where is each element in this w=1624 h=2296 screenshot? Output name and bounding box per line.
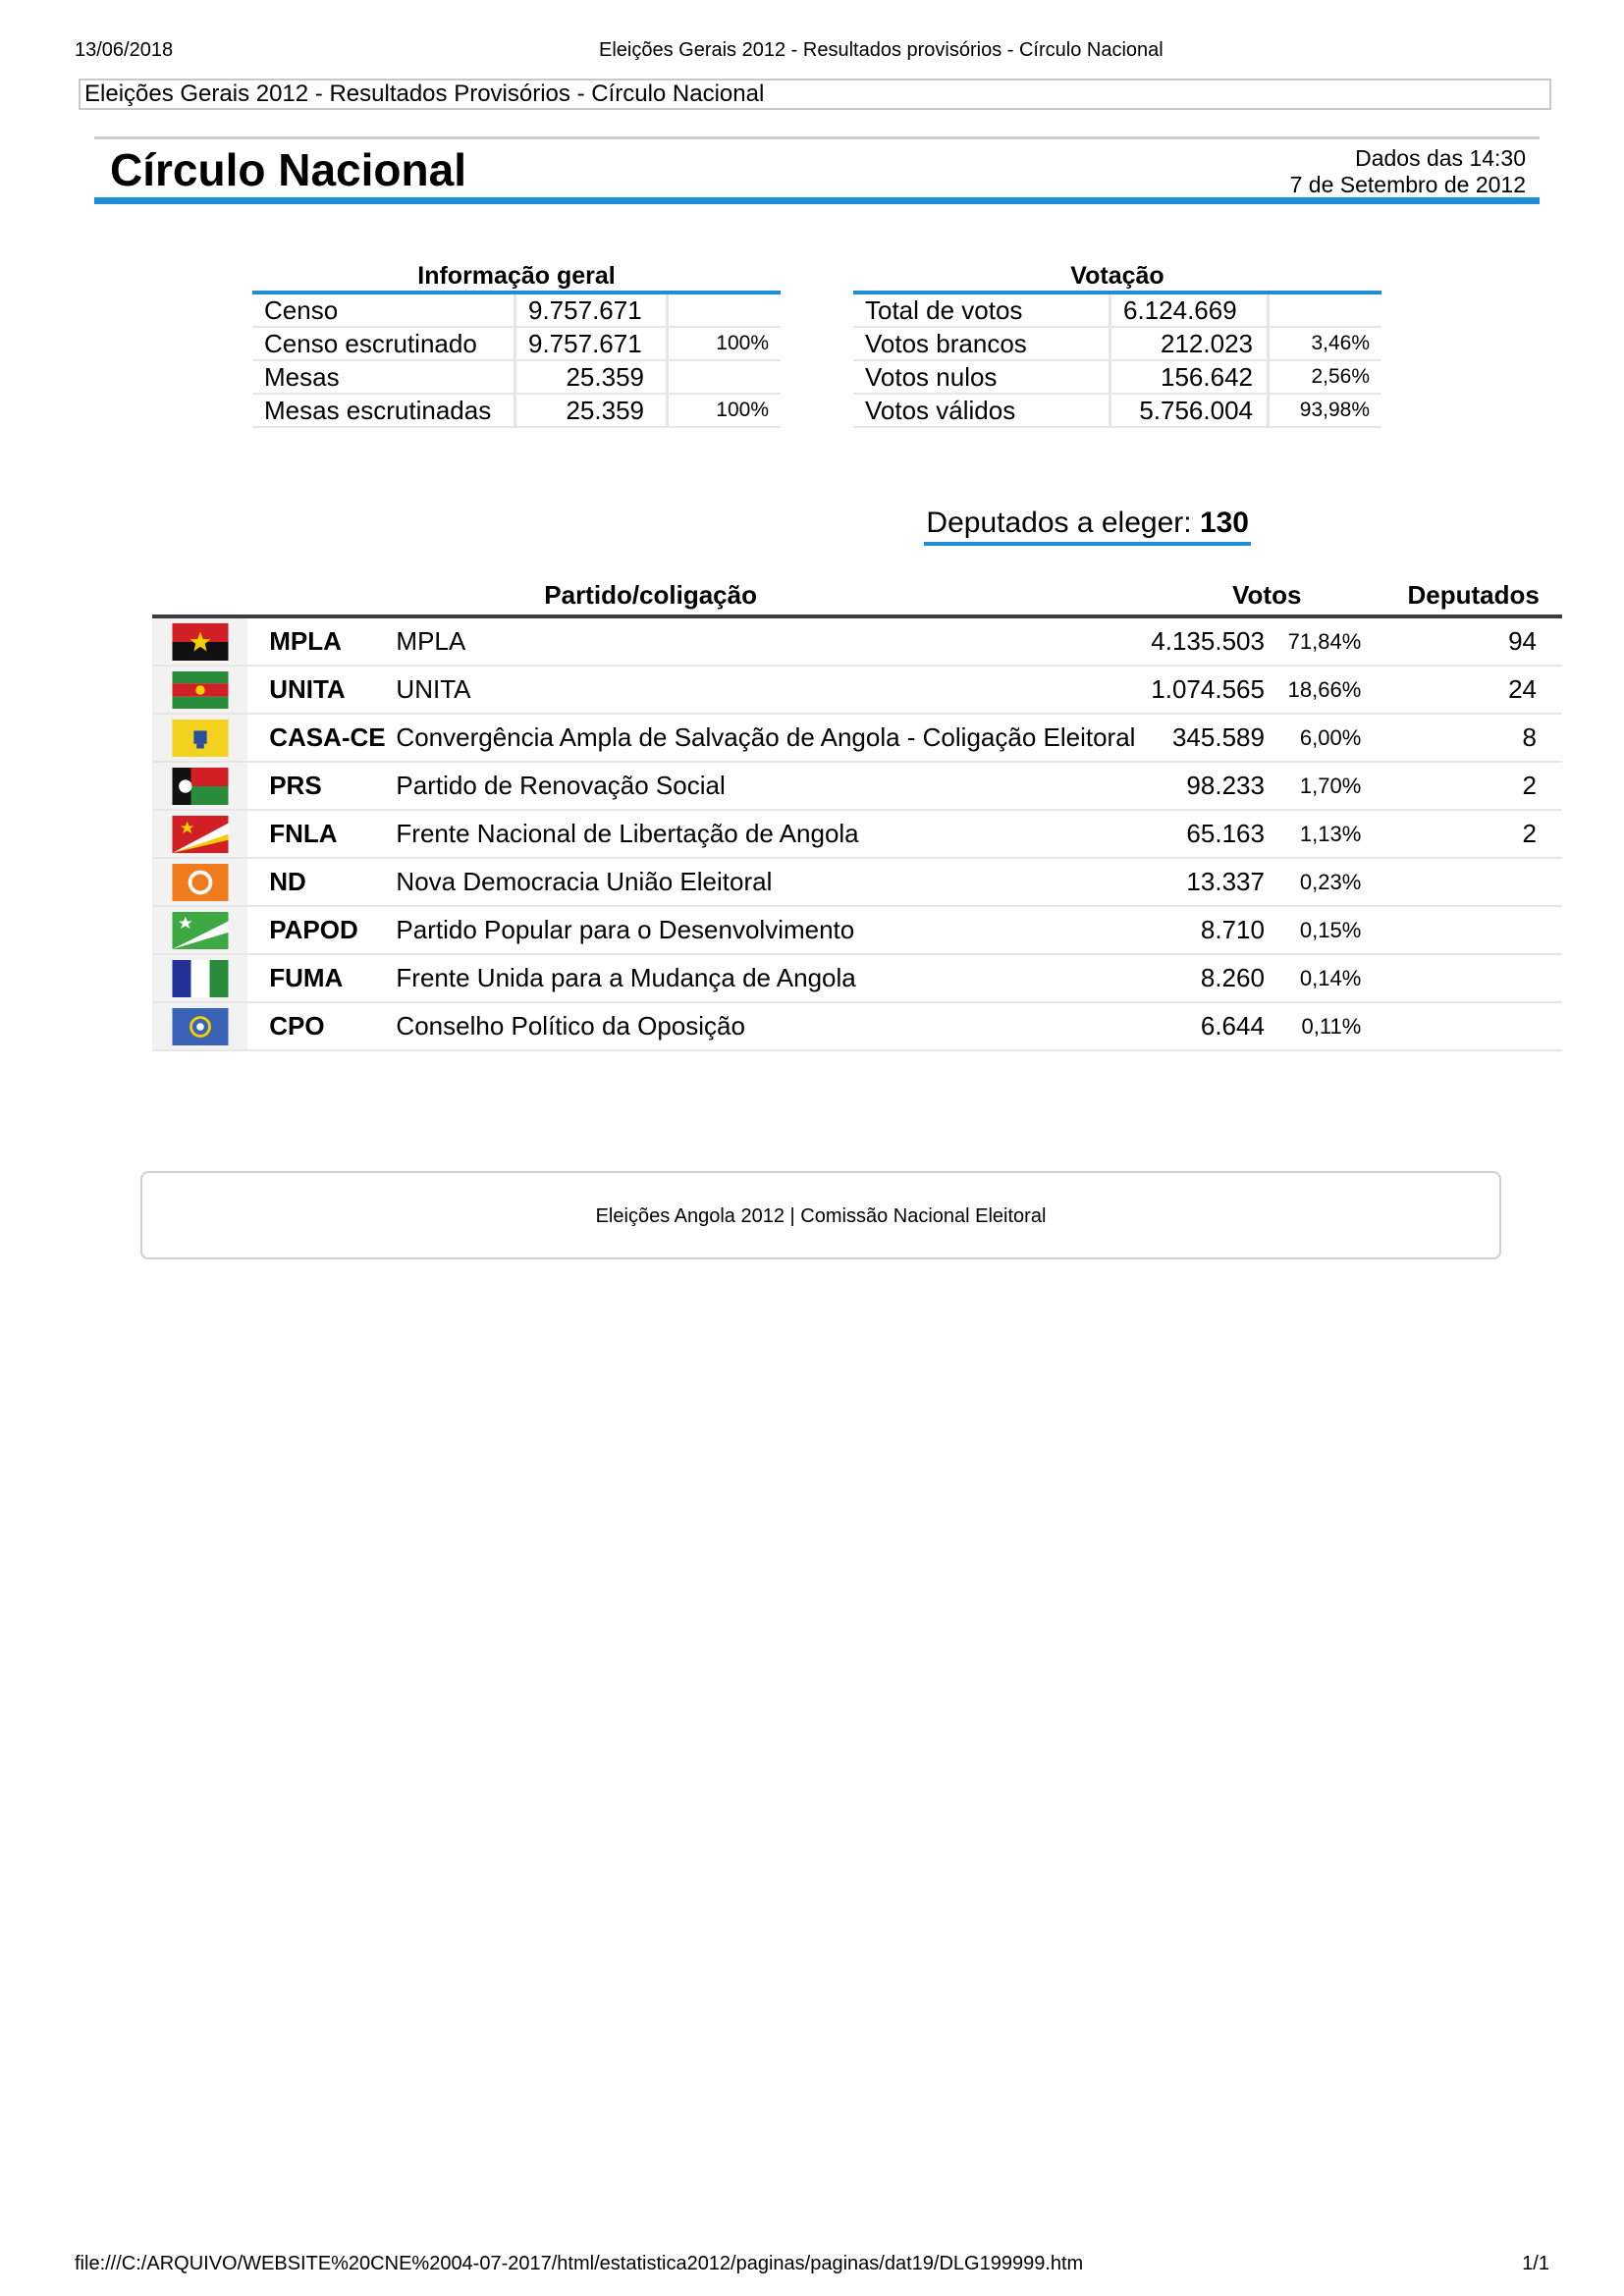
info-geral-title: Informação geral bbox=[252, 261, 781, 293]
print-page-number: 1/1 bbox=[1522, 2253, 1549, 2274]
party-name: Convergência Ampla de Salvação de Angola - Coligação Eleitoral bbox=[396, 714, 1151, 762]
print-url: file:///C:/ARQUIVO/WEBSITE%20CNE%2004-07-2017/html/estatistica2012/paginas/paginas/dat19/DLG199999.htm bbox=[75, 2253, 1084, 2274]
party-name: MPLA bbox=[396, 616, 1151, 666]
print-title: Eleições Gerais 2012 - Resultados provisórios - Círculo Nacional bbox=[599, 39, 1164, 61]
party-abbr: UNITA bbox=[247, 666, 396, 714]
party-abbr: ND bbox=[247, 858, 396, 906]
table-row bbox=[152, 1002, 1562, 1050]
votacao-value: 6.124.669 bbox=[1110, 293, 1269, 327]
party-abbr: CASA-CE bbox=[247, 714, 396, 762]
page-title-box: Eleições Gerais 2012 - Resultados Provisórios - Círculo Nacional bbox=[79, 79, 1551, 110]
party-pct: 71,84% bbox=[1265, 616, 1382, 666]
party-deputies: 2 bbox=[1382, 762, 1562, 810]
party-votes: 1.074.565 bbox=[1151, 666, 1265, 714]
party-deputies bbox=[1382, 858, 1562, 906]
party-deputies: 2 bbox=[1382, 810, 1562, 858]
party-pct: 1,70% bbox=[1265, 762, 1382, 810]
header-rule bbox=[94, 197, 1540, 204]
party-name: Conselho Político da Oposição bbox=[396, 1002, 1151, 1050]
table-row bbox=[152, 810, 1562, 858]
table-row bbox=[152, 762, 1562, 810]
nd-flag-icon bbox=[172, 864, 229, 901]
party-pct: 6,00% bbox=[1265, 714, 1382, 762]
votacao-pct bbox=[1269, 293, 1382, 327]
votacao-label: Total de votos bbox=[853, 293, 1110, 327]
party-abbr: CPO bbox=[247, 1002, 396, 1050]
party-votes: 65.163 bbox=[1151, 810, 1265, 858]
header-deputies: Deputados bbox=[1382, 575, 1562, 616]
votacao-label: Votos brancos bbox=[853, 327, 1110, 360]
party-abbr: PAPOD bbox=[247, 906, 396, 954]
info-label: Mesas bbox=[252, 360, 515, 394]
party-votes: 98.233 bbox=[1151, 762, 1265, 810]
deputados-a-eleger bbox=[924, 507, 1251, 546]
deputados-value: 130 bbox=[1199, 507, 1249, 539]
party-name: Partido de Renovação Social bbox=[396, 762, 1151, 810]
party-deputies bbox=[1382, 906, 1562, 954]
party-abbr: PRS bbox=[247, 762, 396, 810]
votacao-pct: 3,46% bbox=[1269, 327, 1382, 360]
header-party: Partido/coligação bbox=[152, 575, 1151, 616]
table-row bbox=[152, 954, 1562, 1002]
table-row bbox=[252, 327, 781, 360]
table-row bbox=[152, 858, 1562, 906]
info-pct bbox=[668, 360, 782, 394]
header-votes: Votos bbox=[1151, 575, 1382, 616]
party-deputies: 8 bbox=[1382, 714, 1562, 762]
party-name: Frente Unida para a Mudança de Angola bbox=[396, 954, 1151, 1002]
table-row bbox=[252, 394, 781, 427]
table-row bbox=[853, 394, 1381, 427]
table-row bbox=[252, 360, 781, 394]
table-row bbox=[152, 666, 1562, 714]
page-title: Círculo Nacional bbox=[110, 144, 466, 195]
casa-ce-flag-icon bbox=[172, 720, 229, 757]
votacao-value: 156.642 bbox=[1110, 360, 1269, 394]
info-pct bbox=[668, 293, 782, 327]
party-deputies bbox=[1382, 954, 1562, 1002]
mpla-flag-icon bbox=[172, 623, 229, 661]
table-row bbox=[853, 293, 1381, 327]
info-pct: 100% bbox=[668, 394, 782, 427]
party-deputies: 24 bbox=[1382, 666, 1562, 714]
party-pct: 0,15% bbox=[1265, 906, 1382, 954]
votacao-value: 5.756.004 bbox=[1110, 394, 1269, 427]
unita-flag-icon bbox=[172, 671, 229, 709]
party-votes: 6.644 bbox=[1151, 1002, 1265, 1050]
party-votes: 13.337 bbox=[1151, 858, 1265, 906]
prs-flag-icon bbox=[172, 768, 229, 805]
party-votes: 345.589 bbox=[1151, 714, 1265, 762]
data-time: Dados das 14:30 bbox=[1355, 145, 1526, 171]
votacao-table bbox=[853, 261, 1381, 428]
votacao-label: Votos válidos bbox=[853, 394, 1110, 427]
cpo-flag-icon bbox=[172, 1008, 229, 1045]
party-abbr: MPLA bbox=[247, 616, 396, 666]
votacao-title: Votação bbox=[853, 261, 1381, 293]
info-value: 25.359 bbox=[515, 394, 668, 427]
votacao-pct: 93,98% bbox=[1269, 394, 1382, 427]
info-label: Censo bbox=[252, 293, 515, 327]
table-row bbox=[853, 327, 1381, 360]
data-date: 7 de Setembro de 2012 bbox=[1289, 172, 1526, 197]
party-votes: 8.260 bbox=[1151, 954, 1265, 1002]
table-row bbox=[853, 360, 1381, 394]
party-abbr: FUMA bbox=[247, 954, 396, 1002]
votacao-value: 212.023 bbox=[1110, 327, 1269, 360]
party-name: Frente Nacional de Libertação de Angola bbox=[396, 810, 1151, 858]
party-deputies: 94 bbox=[1382, 616, 1562, 666]
party-name: Nova Democracia União Eleitoral bbox=[396, 858, 1151, 906]
data-timestamp bbox=[1290, 145, 1526, 198]
papod-flag-icon bbox=[172, 912, 229, 949]
votacao-label: Votos nulos bbox=[853, 360, 1110, 394]
deputados-label: Deputados a eleger: bbox=[926, 507, 1200, 539]
party-deputies bbox=[1382, 1002, 1562, 1050]
info-label: Mesas escrutinadas bbox=[252, 394, 515, 427]
results-table bbox=[152, 575, 1562, 1051]
fnla-flag-icon bbox=[172, 816, 229, 853]
party-abbr: FNLA bbox=[247, 810, 396, 858]
print-date: 13/06/2018 bbox=[75, 39, 174, 61]
party-votes: 4.135.503 bbox=[1151, 616, 1265, 666]
party-name: UNITA bbox=[396, 666, 1151, 714]
party-pct: 18,66% bbox=[1265, 666, 1382, 714]
table-row bbox=[152, 906, 1562, 954]
votacao-pct: 2,56% bbox=[1269, 360, 1382, 394]
party-name: Partido Popular para o Desenvolvimento bbox=[396, 906, 1151, 954]
party-pct: 0,14% bbox=[1265, 954, 1382, 1002]
party-pct: 0,11% bbox=[1265, 1002, 1382, 1050]
party-votes: 8.710 bbox=[1151, 906, 1265, 954]
info-label: Censo escrutinado bbox=[252, 327, 515, 360]
fuma-flag-icon bbox=[172, 960, 229, 997]
table-row bbox=[152, 616, 1562, 666]
party-pct: 1,13% bbox=[1265, 810, 1382, 858]
table-row bbox=[252, 293, 781, 327]
info-geral-table bbox=[252, 261, 781, 428]
site-footer: Eleições Angola 2012 | Comissão Nacional Eleitoral bbox=[140, 1171, 1501, 1259]
table-row bbox=[152, 714, 1562, 762]
party-pct: 0,23% bbox=[1265, 858, 1382, 906]
info-value: 9.757.671 bbox=[515, 327, 668, 360]
info-value: 9.757.671 bbox=[515, 293, 668, 327]
divider bbox=[94, 136, 1540, 139]
info-pct: 100% bbox=[668, 327, 782, 360]
info-value: 25.359 bbox=[515, 360, 668, 394]
